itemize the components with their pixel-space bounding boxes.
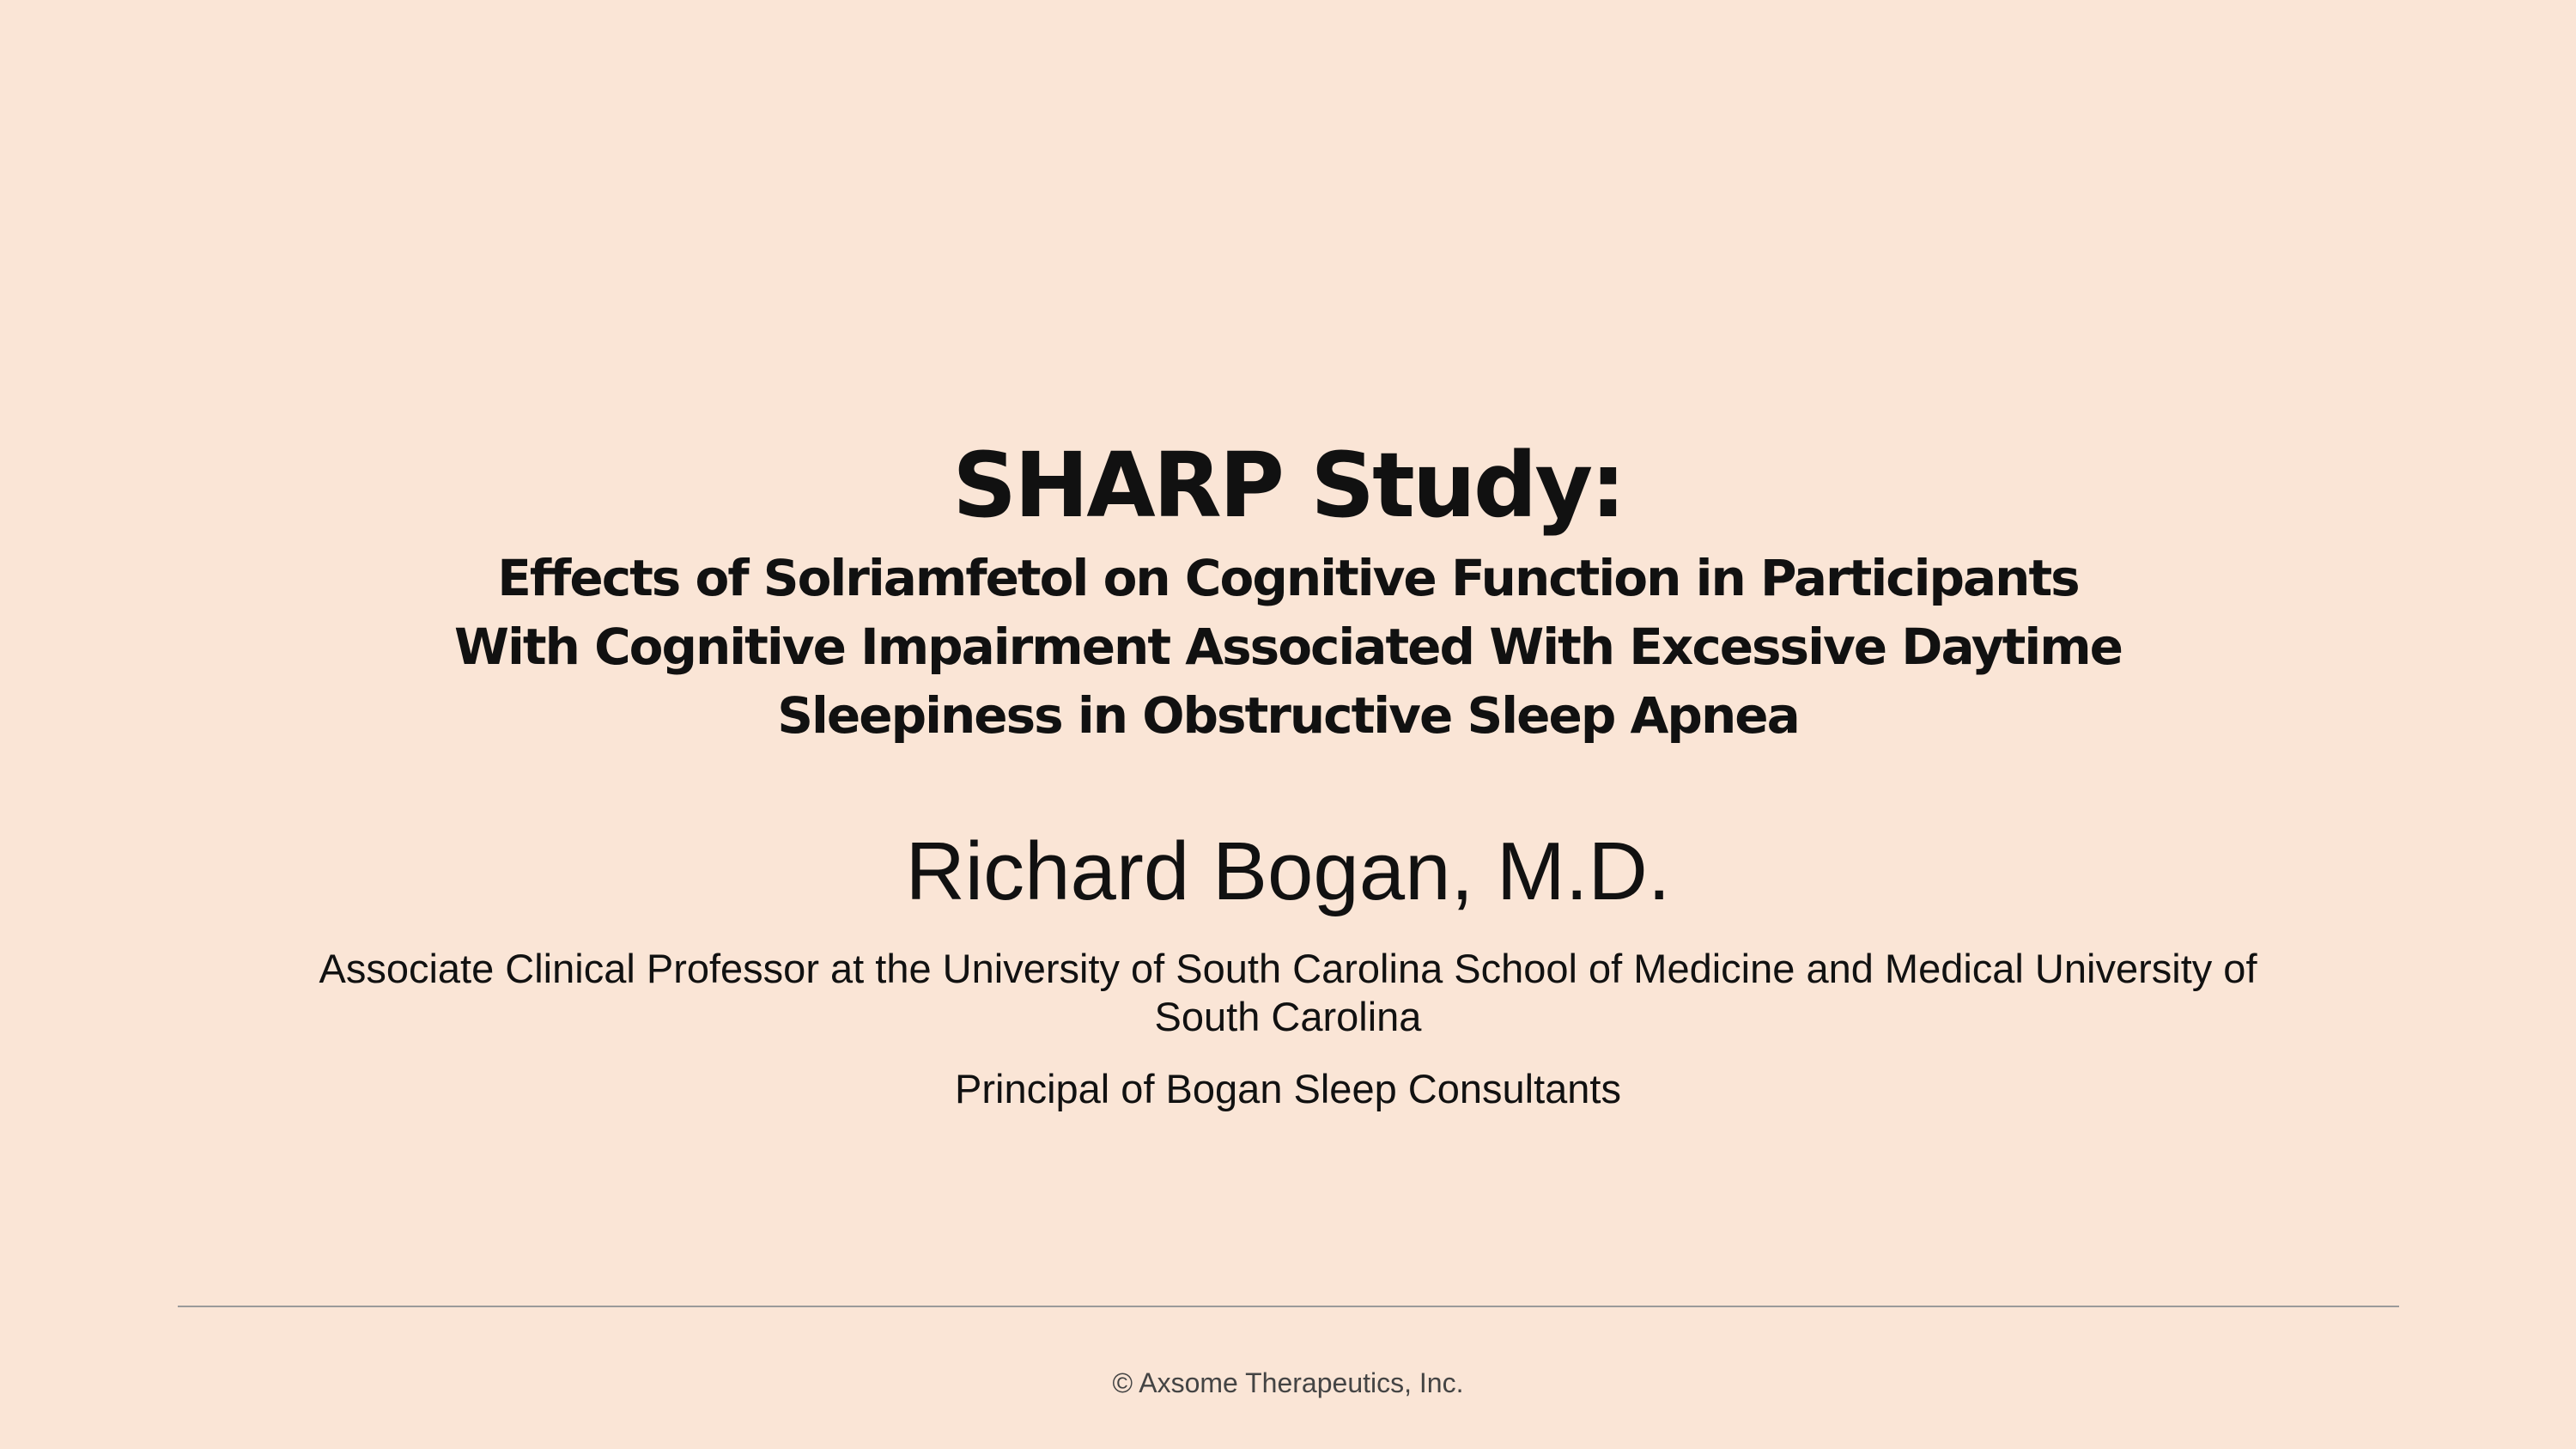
affiliation-line: South Carolina [1154, 994, 1422, 1039]
presenter-name: Richard Bogan, M.D. [905, 825, 1671, 917]
subtitle-line: Effects of Solriamfetol on Cognitive Function in Participants [497, 549, 2079, 607]
copyright-footer: © Axsome Therapeutics, Inc. [1112, 1367, 1464, 1398]
slide-subtitle [343, 544, 2233, 750]
footer-divider [178, 1306, 2399, 1307]
slide-title: SHARP Study: [952, 433, 1624, 538]
affiliation-line: Associate Clinical Professor at the University of South Carolina School of Medicine and Medical University of [319, 946, 2257, 991]
presenter-principal: Principal of Bogan Sleep Consultants [955, 1066, 1621, 1111]
subtitle-line: Sleepiness in Obstructive Sleep Apnea [777, 686, 1799, 745]
subtitle-line: With Cognitive Impairment Associated With Excessive Daytime [454, 618, 2122, 676]
presenter-affiliation [215, 945, 2361, 1041]
